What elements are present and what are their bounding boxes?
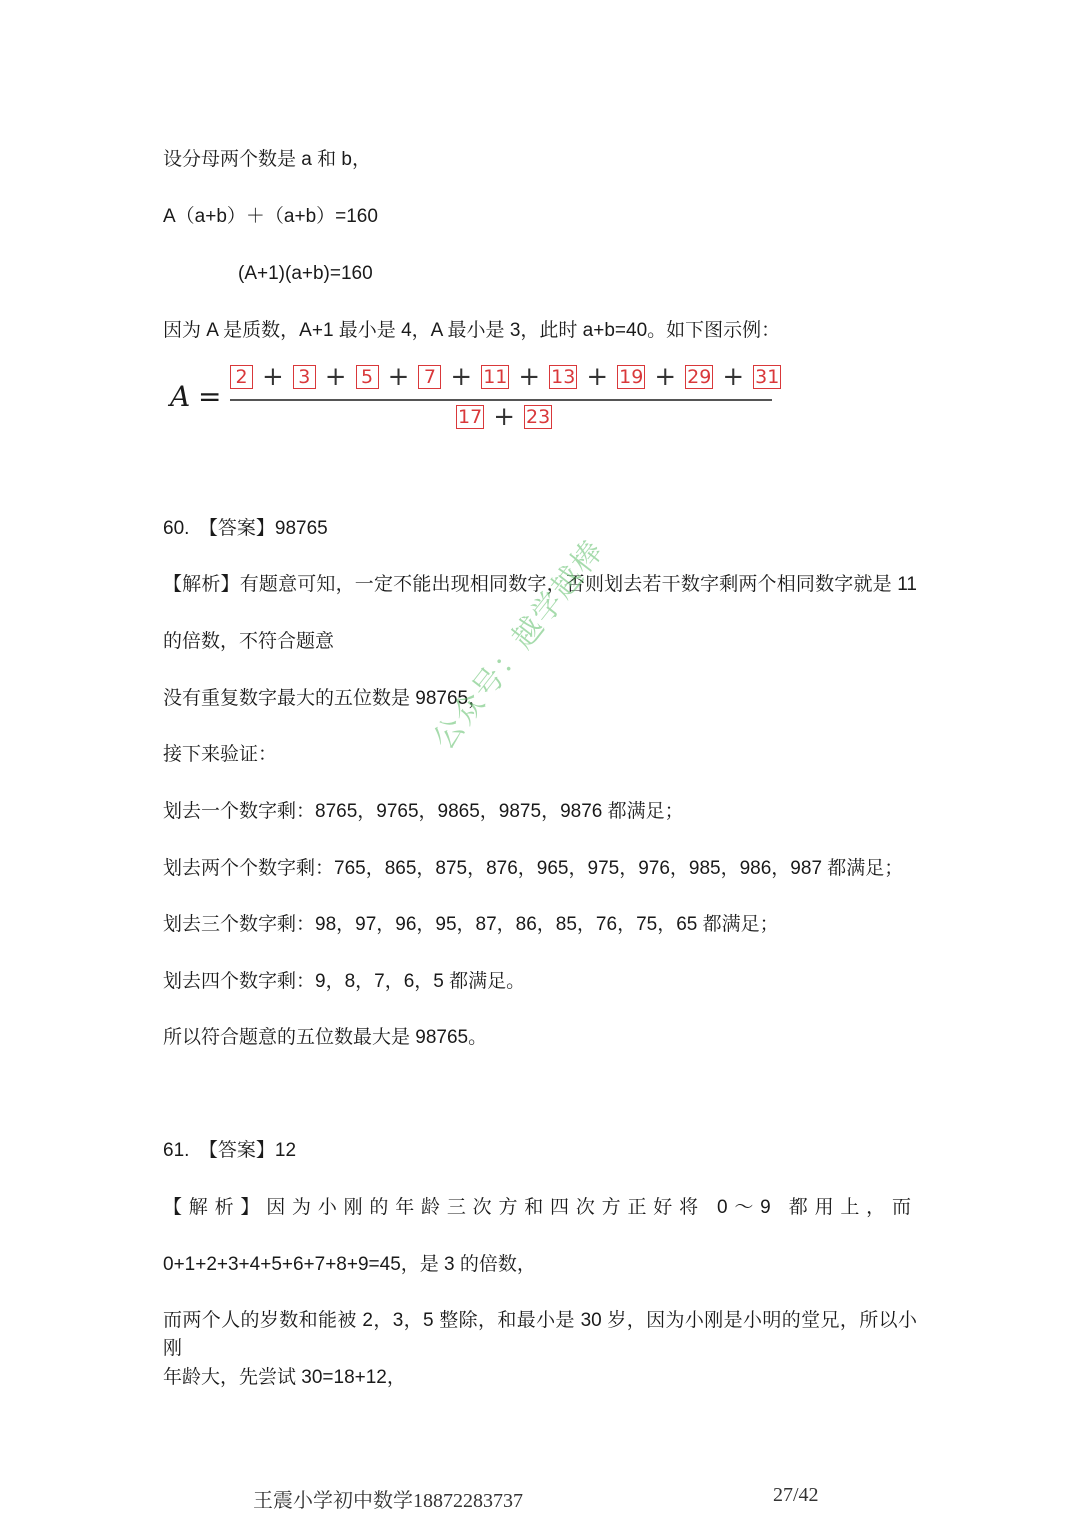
plus-sign: + [262, 362, 284, 392]
text-line-2: A（a+b）＋（a+b）=160 [163, 206, 378, 227]
footer-page-number: 27/42 [773, 1484, 819, 1506]
text-line-4: 因为 A 是质数，A+1 最小是 4，A 最小是 3，此时 a+b=40。如下图示例： [163, 320, 781, 341]
fraction-equals: = [198, 380, 222, 413]
numerator-box: 31 [755, 366, 780, 388]
numerator-box: 2 [230, 365, 253, 389]
denominator-box: 17 [458, 406, 483, 428]
fraction-lhs: A [170, 380, 191, 413]
text-line-8: 没有重复数字最大的五位数是 98765， [163, 688, 488, 709]
fraction-bar [230, 399, 772, 401]
watermark: 公众号：越学越棒 [426, 533, 612, 757]
text-line-1: 设分母两个数是 a 和 b， [163, 149, 371, 170]
fraction-expression [170, 362, 790, 438]
text-line-19: 年龄大，先尝试 30=18+12， [163, 1367, 406, 1388]
numerator-box: 13 [551, 366, 576, 388]
footer-author: 王震小学初中数学18872283737 [253, 1490, 523, 1512]
plus-sign: + [654, 362, 677, 392]
text-line-12: 划去三个数字剩：98，97，96，95，87，86，85，76，75，65 都满足； [163, 914, 779, 935]
numerator-box: 29 [687, 366, 712, 388]
text-line-9: 接下来验证： [163, 744, 278, 765]
plus-sign: + [493, 402, 515, 432]
text-line-11: 划去两个个数字剩：765，865，875，876，965，975，976，985，986，987 都满足； [163, 858, 904, 879]
text-line-5: 60. 【答案】98765 [163, 518, 328, 539]
numerator-box: 3 [293, 365, 316, 389]
denominator-box: 23 [525, 406, 551, 428]
text-line-18: 而两个人的岁数和能被 2，3，5 整除，和最小是 30 岁，因为小刚是小明的堂兄，所以小刚 [163, 1310, 917, 1359]
text-line-6: 【解析】有题意可知，一定不能出现相同数字，否则划去若干数字剩两个相同数字就是 11 [163, 574, 917, 595]
text-line-17: 0+1+2+3+4+5+6+7+8+9=45，是 3 的倍数， [163, 1254, 536, 1275]
text-line-16: 【解析】因为小刚的年龄三次方和四次方正好将 0～9 都用上，而 [163, 1197, 917, 1218]
plus-sign: + [518, 362, 541, 392]
text-line-13: 划去四个数字剩：9，8，7，6，5 都满足。 [163, 971, 526, 992]
text-line-14: 所以符合题意的五位数最大是 98765。 [163, 1027, 488, 1048]
text-line-10: 划去一个数字剩：8765，9765，9865，9875，9876 都满足； [163, 801, 684, 822]
fraction-denominator [456, 404, 552, 430]
plus-sign: + [387, 362, 410, 392]
text-line-3: (A+1)(a+b)=160 [238, 263, 373, 284]
fraction-numerator [230, 364, 781, 390]
plus-sign: + [324, 362, 347, 392]
numerator-box: 11 [483, 366, 508, 388]
numerator-box: 7 [418, 365, 441, 389]
text-line-15: 61. 【答案】12 [163, 1140, 297, 1161]
plus-sign: + [586, 362, 609, 392]
numerator-box: 19 [619, 366, 644, 388]
text-line-7: 的倍数，不符合题意 [163, 631, 335, 652]
plus-sign: + [722, 362, 745, 392]
plus-sign: + [450, 362, 473, 392]
numerator-box: 5 [356, 365, 379, 389]
